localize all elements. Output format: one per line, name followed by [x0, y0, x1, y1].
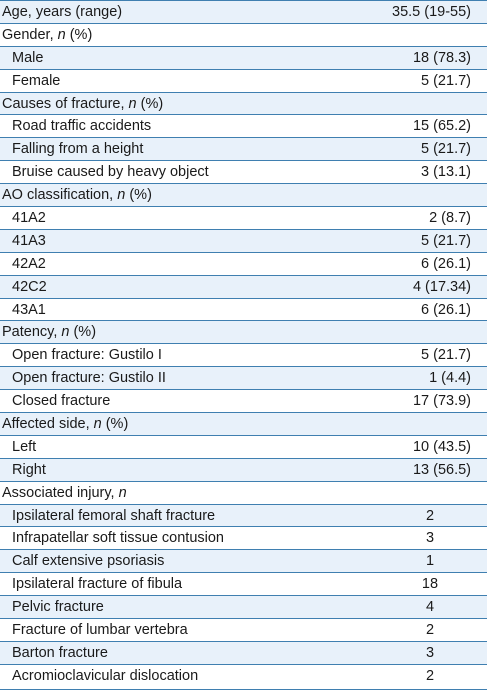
label-text: 43A1: [12, 301, 46, 318]
label-text: AO classification,: [2, 187, 118, 204]
table-section-row: [0, 24, 487, 47]
label-text: Pelvic fracture: [12, 599, 104, 616]
table-row: [0, 596, 487, 619]
row-value: 18 (78.3): [412, 49, 471, 66]
row-value: 5 (21.7): [421, 347, 471, 364]
label-text: Female: [12, 72, 61, 89]
section-label: [2, 184, 152, 207]
table-row: [0, 505, 487, 528]
label-text: 41A2: [12, 210, 46, 227]
label-text: Male: [12, 49, 44, 66]
row-value: 2: [425, 507, 435, 524]
label-text: Calf extensive psoriasis: [12, 553, 165, 570]
label-text: Infrapatellar soft tissue contusion: [12, 530, 224, 547]
label-italic-n: n: [57, 26, 66, 43]
table-row: [0, 367, 487, 390]
row-label: [12, 550, 164, 573]
table-section-row: [0, 184, 487, 207]
label-text: Falling from a height: [12, 141, 144, 158]
table-row: [0, 459, 487, 482]
row-label: [12, 505, 215, 528]
row-label: [12, 665, 198, 688]
section-label: [2, 413, 128, 436]
row-value: 1: [425, 553, 435, 570]
row-value: 4: [425, 599, 435, 616]
row-label: [12, 161, 209, 184]
label-italic-n: n: [118, 484, 127, 501]
row-value: 5 (21.7): [421, 232, 471, 249]
table-row: [0, 550, 487, 573]
row-label: [12, 138, 143, 161]
section-label: [2, 93, 163, 116]
label-text: 41A3: [12, 232, 46, 249]
row-label: [12, 436, 36, 459]
row-value: 3 (13.1): [421, 164, 471, 181]
row-value: 35.5 (19-55): [392, 4, 471, 20]
table-row: [0, 230, 487, 253]
row-value: 15 (65.2): [412, 118, 471, 135]
section-label: [2, 1, 122, 24]
row-value: 3: [425, 644, 435, 661]
row-label: [12, 253, 46, 276]
label-italic-n: n: [93, 416, 102, 433]
table-section-row: [0, 1, 487, 24]
row-label: [12, 47, 43, 70]
row-value: 2: [425, 667, 435, 684]
label-text: Left: [12, 438, 37, 455]
label-text: Causes of fracture,: [2, 95, 129, 112]
label-suffix: (%): [101, 416, 129, 433]
row-label: [12, 115, 151, 138]
table-row: [0, 207, 487, 230]
table-row: [0, 299, 487, 322]
label-text: Ipsilateral femoral shaft fracture: [12, 507, 216, 524]
label-text: 42A2: [12, 255, 46, 272]
table-row: [0, 47, 487, 70]
table-row: [0, 70, 487, 93]
row-label: [12, 276, 47, 299]
table-section-row: [0, 482, 487, 505]
row-value: 18: [421, 576, 439, 593]
label-text: Age, years (range): [2, 4, 123, 20]
row-label: [12, 367, 166, 390]
label-italic-n: n: [61, 324, 70, 341]
table-section-row: [0, 321, 487, 344]
label-suffix: (%): [125, 187, 152, 204]
table-row: [0, 573, 487, 596]
row-value: 17 (73.9): [412, 393, 471, 410]
label-text: Open fracture: Gustilo I: [12, 347, 162, 364]
row-value: 13 (56.5): [412, 461, 471, 478]
label-text: Barton fracture: [12, 644, 108, 661]
section-label: [2, 24, 92, 47]
label-suffix: (%): [65, 26, 93, 43]
table-row: [0, 276, 487, 299]
row-label: [12, 596, 104, 619]
label-text: Gender,: [2, 26, 58, 43]
row-value: 4 (17.34): [412, 278, 471, 295]
row-value: 10 (43.5): [412, 438, 471, 455]
label-text: Bruise caused by heavy object: [12, 164, 209, 181]
row-label: [12, 70, 60, 93]
table-row: [0, 161, 487, 184]
label-italic-n: n: [128, 95, 137, 112]
row-value: 2 (8.7): [429, 210, 471, 227]
label-text: Associated injury,: [2, 484, 119, 501]
label-text: Fracture of lumbar vertebra: [12, 622, 188, 639]
table-row: [0, 527, 487, 550]
table-row: [0, 619, 487, 642]
row-label: [12, 299, 46, 322]
label-suffix: (%): [136, 95, 164, 112]
row-value: 1 (4.4): [429, 370, 471, 387]
row-label: [12, 230, 46, 253]
row-label: [12, 573, 182, 596]
row-value: 6 (26.1): [421, 301, 471, 318]
label-text: Right: [12, 461, 46, 478]
label-text: Patency,: [2, 324, 62, 341]
row-label: [12, 344, 162, 367]
label-text: Acromioclavicular dislocation: [12, 667, 199, 684]
table-row: [0, 253, 487, 276]
section-label: [2, 321, 96, 344]
table-row: [0, 436, 487, 459]
row-value: 5 (21.7): [421, 72, 471, 89]
section-label: [2, 482, 127, 505]
table-row: [0, 115, 487, 138]
row-value: 2: [425, 622, 435, 639]
row-label: [12, 459, 46, 482]
label-text: Ipsilateral fracture of fibula: [12, 576, 183, 593]
label-text: Closed fracture: [12, 393, 111, 410]
row-value: 3: [425, 530, 435, 547]
label-text: Affected side,: [2, 416, 94, 433]
row-label: [12, 207, 46, 230]
label-suffix: (%): [69, 324, 97, 341]
table-row: [0, 665, 487, 688]
label-italic-n: n: [117, 187, 126, 204]
row-label: [12, 642, 108, 665]
table-section-row: [0, 93, 487, 116]
table-row: [0, 642, 487, 665]
row-value: 6 (26.1): [421, 255, 471, 272]
table-section-row: [0, 413, 487, 436]
row-value: 5 (21.7): [421, 141, 471, 158]
table-row: [0, 138, 487, 161]
label-text: Open fracture: Gustilo II: [12, 370, 166, 387]
label-text: 42C2: [12, 278, 47, 295]
table-row: [0, 390, 487, 413]
label-text: Road traffic accidents: [12, 118, 152, 135]
table-row: [0, 344, 487, 367]
row-label: [12, 527, 224, 550]
row-label: [12, 619, 188, 642]
row-label: [12, 390, 110, 413]
